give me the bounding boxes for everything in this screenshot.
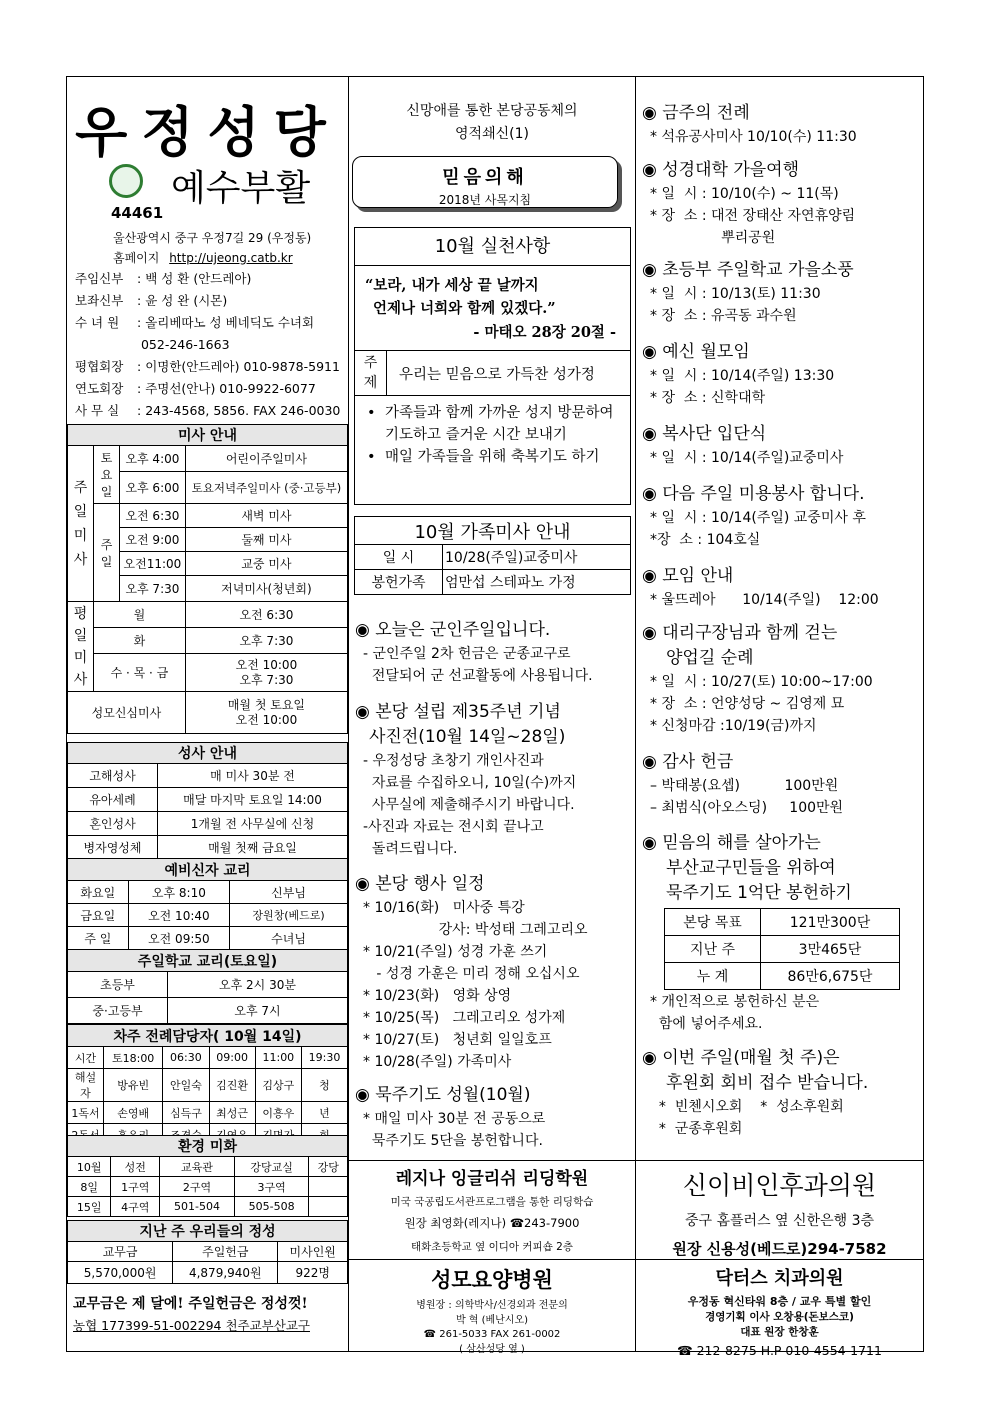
staff-role: 평협회장 xyxy=(75,359,124,374)
notice-title: ◉ 성경대학 가을여행 xyxy=(642,160,800,180)
school-dept: 초등부 xyxy=(68,972,168,998)
homepage-link[interactable]: http://ujeong.catb.kr xyxy=(169,251,293,265)
heart-mass-label: 성모신심미사 xyxy=(68,692,186,734)
notice-item: * 일 시 : 10/14(주일) 13:30 xyxy=(650,368,835,384)
saturday-label: 토요일 xyxy=(94,446,120,504)
duty-table xyxy=(67,1024,348,1146)
sacrament-info: 매월 첫째 금요일 xyxy=(158,836,348,860)
theme-row xyxy=(355,350,630,396)
notice-events xyxy=(355,872,631,1073)
event-item: - 성경 가훈은 미리 정해 오십시오 xyxy=(363,966,580,982)
notice-title: ◉ 모임 안내 xyxy=(642,566,734,586)
notice-item: * 울뜨레아 10/14(주일) 12:00 xyxy=(650,592,879,608)
notice-supporters xyxy=(642,1046,919,1140)
duty-cell: 시간 xyxy=(68,1047,104,1069)
ad-divider xyxy=(349,1160,635,1161)
quote-source: - 마태오 28장 20절 - xyxy=(473,324,616,341)
staff-role: 주임신부 xyxy=(75,271,124,286)
ad-line: ( 삼산성당 옆 ) xyxy=(459,1344,525,1355)
staff-row xyxy=(75,312,340,334)
env-cell: 강당교실 xyxy=(234,1157,309,1177)
notice-item: * 일 시 : 10/10(수) ~ 11(목) xyxy=(650,186,839,202)
env-cell: 10월 xyxy=(68,1157,111,1177)
address: 울산광역시 중구 우정7길 29 (우정동) xyxy=(113,231,312,245)
school-time: 오후 2시 30분 xyxy=(168,972,348,998)
staff-value: 주명선(안나) 010-9922-6077 xyxy=(145,381,316,396)
notice-meeting xyxy=(642,340,919,409)
ad-ent-clinic xyxy=(636,1166,923,1259)
notice-title: ◉ 다음 주일 미용봉사 합니다. xyxy=(642,484,865,504)
notice-item: * 장 소 : 대전 장태산 자연휴양림 xyxy=(650,208,856,224)
env-cell xyxy=(309,1197,348,1217)
quote-line2: 언제나 너희와 함께 있겠다.” xyxy=(373,300,556,317)
notice-item: * 장 소 : 언양성당 ~ 김영제 묘 xyxy=(650,696,845,712)
notice-rosary-campaign xyxy=(642,831,919,906)
practice-item: • 매일 가족들을 위해 축복기도 하기 xyxy=(367,446,624,468)
duty-cell: 해설자 xyxy=(68,1069,104,1102)
notice-title: ◉ 오늘은 군인주일입니다. xyxy=(355,620,551,640)
notice-item: 돌려드립니다. xyxy=(363,841,458,857)
notice-anniversary xyxy=(355,700,631,860)
mass-name: 저녁미사(청년회) xyxy=(185,576,347,602)
family-mass-table xyxy=(354,516,631,595)
family-mass-key: 봉헌가족 xyxy=(355,570,443,595)
notice-rosary-month xyxy=(355,1083,631,1152)
ad-title: 레지나 잉글리쉬 리딩학원 xyxy=(395,1169,589,1189)
notice-item: * 신청마감 :10/19(금)까지 xyxy=(650,718,817,734)
homepage-row xyxy=(113,249,293,266)
ad-line: 원장 최영화(레지나) ☎243-7900 xyxy=(404,1216,580,1230)
notice-item: * 일 시 : 10/14(주일)교중미사 xyxy=(650,450,844,466)
notice-item: * 매일 미사 30분 전 공동으로 xyxy=(363,1111,546,1127)
offering-table xyxy=(67,1220,348,1284)
ad-reading-academy xyxy=(349,1164,635,1254)
staff-row xyxy=(75,290,340,312)
notice-pilgrimage xyxy=(642,621,919,737)
heart-mass-time: 매월 첫 토요일 오전 10:00 xyxy=(185,692,347,734)
ad-line: ☎ 212-8275 H.P 010-4554-1711 xyxy=(677,1343,882,1358)
rosary-table xyxy=(664,908,900,990)
notice-title-cont: 사진전(10월 14일~28일) xyxy=(369,727,566,747)
right-column xyxy=(636,76,923,1358)
mass-time: 오후 7:30 xyxy=(185,628,347,654)
practice-item: • 가족들과 함께 가까운 성지 방문하여 기도하고 즐거운 시간 보내기 xyxy=(367,402,624,446)
staff-separator: : xyxy=(137,381,146,396)
notice-item: * 일 시 : 10/27(토) 10:00~17:00 xyxy=(650,674,873,690)
staff-value: 이명한(안드레아) 010-9878-5911 xyxy=(145,359,340,374)
left-column xyxy=(67,76,348,1351)
environment-title: 환경 미화 xyxy=(68,1136,348,1157)
mass-name: 새벽 미사 xyxy=(185,504,347,528)
duty-cell: 김진환 xyxy=(209,1069,255,1102)
notice-item: * 일 시 : 10/14(주일) 교중미사 후 xyxy=(650,510,866,526)
offering-value: 4,879,940원 xyxy=(173,1262,278,1284)
offering-header: 교무금 xyxy=(68,1242,173,1262)
middle-column xyxy=(349,76,635,1355)
notice-title-cont: 묵주기도 1억단 봉헌하기 xyxy=(666,883,852,903)
bank-account: 농협 177399-51-002294 천주교부산교구 xyxy=(73,1318,310,1333)
sacrament-name: 병자영성체 xyxy=(68,836,158,860)
cat-day: 주 일 xyxy=(68,927,129,950)
staff-role: 연도회장 xyxy=(75,381,124,396)
duty-cell: 09:00 xyxy=(209,1047,255,1069)
ad-line: 태화초등학교 옆 이디아 커피숍 2층 xyxy=(410,1241,574,1253)
mass-name: 둘째 미사 xyxy=(185,528,347,552)
ad-divider xyxy=(636,1259,923,1260)
ad-line: 원장 신용성(베드로)294-7582 xyxy=(672,1240,887,1258)
pastoral-theme-line1: 신망애를 통한 본당공동체의 xyxy=(406,103,578,119)
event-item: * 10/21(주일) 성경 가훈 쓰기 xyxy=(363,944,548,960)
notice-title: ◉ 묵주기도 성월(10월) xyxy=(355,1085,531,1105)
mass-time: 오전 6:30 xyxy=(120,504,186,528)
ad-line: 박 혁 (베난시오) xyxy=(455,1315,529,1326)
duty-cell: 19:30 xyxy=(301,1047,347,1069)
notice-item: -사진과 자료는 전시회 끝나고 xyxy=(363,819,544,835)
env-cell: 3구역 xyxy=(234,1177,309,1197)
sacrament-title: 성사 안내 xyxy=(68,743,348,764)
staff-value: 백 성 환 (안드레아) xyxy=(145,271,252,286)
ad-line: 병원장 : 의학박사/신경외과 전문의 xyxy=(416,1300,568,1311)
notice-title: ◉ 금주의 전례 xyxy=(642,103,750,123)
theme-text: 우리는 믿음으로 가득찬 성가정 xyxy=(399,367,595,383)
notice-item: 함에 넣어주세요. xyxy=(650,1016,763,1032)
weekday: 월 xyxy=(94,602,186,628)
notice-title: ◉ 대리구장님과 함께 걷는 xyxy=(642,623,838,643)
mass-name: 교중 미사 xyxy=(185,552,347,576)
parish-title: 우정성당 xyxy=(75,103,340,163)
offering-header: 주일헌금 xyxy=(173,1242,278,1262)
event-item: * 10/23(화) 영화 상영 xyxy=(363,988,512,1004)
offering-value: 5,570,000원 xyxy=(68,1262,173,1284)
mass-time: 오전 6:30 xyxy=(185,602,347,628)
staff-value: 052-246-1663 xyxy=(140,337,230,352)
catechumen-table xyxy=(67,858,348,950)
cat-time: 오전 09:50 xyxy=(128,927,229,950)
staff-row xyxy=(75,334,340,356)
sunday-sub-label: 주일 xyxy=(94,504,120,602)
catechumen-title: 예비신자 교리 xyxy=(68,859,348,881)
notice-item: - 군인주일 2차 헌금은 군종교구로 xyxy=(363,646,571,662)
rosary-key: 누 계 xyxy=(665,963,761,990)
rosary-value: 121만300단 xyxy=(761,909,900,936)
notice-altar-servers xyxy=(642,422,919,469)
family-mass-key: 일 시 xyxy=(355,545,443,570)
ad-line: 대표 원장 한창훈 xyxy=(740,1326,819,1338)
notice-picnic xyxy=(642,258,919,327)
ad-line: 중구 홈플러스 옆 신한은행 3층 xyxy=(685,1213,874,1229)
rosary-key: 본당 목표 xyxy=(665,909,761,936)
env-cell: 2구역 xyxy=(160,1177,235,1197)
practice-item-text: 매일 가족들을 위해 축복기도 하기 xyxy=(385,449,600,465)
school-dept: 중·고등부 xyxy=(68,998,168,1024)
notice-item: 뿌리공원 xyxy=(650,230,776,246)
mass-time: 오후 6:00 xyxy=(120,472,186,504)
env-cell: 4구역 xyxy=(111,1197,160,1217)
notice-thanks-offering xyxy=(642,750,919,819)
ad-line: ☎ 261-5033 FAX 261-0002 xyxy=(423,1329,561,1340)
notice-item: *장 소 : 104호실 xyxy=(650,532,761,548)
school-table xyxy=(67,949,348,1024)
event-item: * 10/27(토) 청년회 일일호프 xyxy=(363,1032,552,1048)
notice-item: 자료를 수집하오니, 10일(수)까지 xyxy=(363,775,577,791)
mass-title: 미사 안내 xyxy=(68,425,348,446)
practice-title: 10월 실천사항 xyxy=(355,228,630,266)
cat-teacher: 수녀님 xyxy=(230,927,348,950)
mass-name: 어린이주일미사 xyxy=(185,446,347,472)
sacrament-name: 혼인성사 xyxy=(68,812,158,836)
ad-title: 닥터스 치과의원 xyxy=(715,1268,844,1289)
event-item: * 10/25(목) 그레고리오 성가제 xyxy=(363,1010,566,1026)
duty-cell: 방유빈 xyxy=(104,1069,163,1102)
sacrament-info: 매 미사 30분 전 xyxy=(158,764,348,788)
staff-role: 사 무 실 xyxy=(75,403,120,418)
offering-header: 미사인원 xyxy=(278,1242,348,1262)
duty-cell: 토18:00 xyxy=(104,1047,163,1069)
env-cell: 15일 xyxy=(68,1197,111,1217)
sacrament-table xyxy=(67,742,348,860)
offering-title: 지난 주 우리들의 정성 xyxy=(68,1221,348,1242)
quote-line1: “보라, 내가 세상 끝 날까지 xyxy=(365,277,539,294)
offering-value: 922명 xyxy=(278,1262,348,1284)
rosary-key: 지난 주 xyxy=(665,936,761,963)
ad-dental-clinic xyxy=(636,1264,923,1358)
mass-time: 오후 4:00 xyxy=(120,446,186,472)
practice-items xyxy=(367,402,624,468)
staff-value: 올리베따노 성 베네딕도 수녀회 xyxy=(145,315,315,330)
rosary-value: 3만465단 xyxy=(761,936,900,963)
duty-cell: 최성근 xyxy=(209,1102,255,1124)
env-cell: 505-508 xyxy=(234,1197,309,1217)
notice-title-cont: 후원회 회비 접수 받습니다. xyxy=(666,1073,869,1093)
weekday-label: 평일미사 xyxy=(68,602,94,692)
staff-role: 수 녀 원 xyxy=(75,315,120,330)
practice-box xyxy=(354,227,631,505)
duty-title: 차주 전례담당자( 10월 14일) xyxy=(68,1025,348,1047)
mass-time: 오전 9:00 xyxy=(120,528,186,552)
year-box xyxy=(352,156,618,208)
staff-row xyxy=(75,356,340,378)
ad-line: 미국 국공립도서관프로그램을 통한 리딩학습 xyxy=(390,1196,594,1208)
pastoral-theme-line2: 영적쇄신(1) xyxy=(455,126,529,142)
notice-item: * 빈첸시오회 * 성소후원회 xyxy=(650,1099,844,1115)
notice-item: 묵주기도 5단을 봉헌합니다. xyxy=(363,1133,543,1149)
notice-liturgy xyxy=(642,101,919,148)
event-item: * 10/16(화) 미사중 특강 xyxy=(363,900,525,916)
duty-cell: 11:00 xyxy=(255,1047,301,1069)
mass-name: 토요저녁주일미사 (중·고등부) xyxy=(185,472,347,504)
staff-row xyxy=(75,268,340,290)
year-subtitle: 2018년 사목지침 xyxy=(438,193,532,207)
parish-logo-icon xyxy=(109,164,143,198)
notice-item: * 석유공사미사 10/10(수) 11:30 xyxy=(650,129,857,145)
notice-item: – 박태봉(요셉) 100만원 xyxy=(650,778,839,794)
homepage-label: 홈페이지 xyxy=(113,251,160,265)
ad-line: 우정동 혁신타워 8층 / 교우 특별 할인 xyxy=(687,1295,872,1308)
notice-item: 전달되어 군 선교활동에 사용됩니다. xyxy=(363,668,593,684)
event-item: * 10/28(주일) 가족미사 xyxy=(363,1054,512,1070)
duty-cell: 06:30 xyxy=(163,1047,209,1069)
notice-item: * 장 소 : 신학대학 xyxy=(650,390,766,406)
cat-teacher: 신부님 xyxy=(230,881,348,904)
duty-cell: 손영배 xyxy=(104,1102,163,1124)
sunday-label: 주일미사 xyxy=(68,446,94,602)
notice-title: ◉ 초등부 주일학교 가을소풍 xyxy=(642,260,854,280)
theme-label: 주제 xyxy=(355,351,387,395)
duty-cell: 안일숙 xyxy=(163,1069,209,1102)
staff-list xyxy=(75,268,340,422)
env-cell xyxy=(309,1177,348,1197)
environment-table xyxy=(67,1135,348,1217)
env-cell: 1구역 xyxy=(111,1177,160,1197)
env-cell: 8일 xyxy=(68,1177,111,1197)
staff-separator: : xyxy=(137,271,146,286)
staff-separator: : xyxy=(137,359,146,374)
notice-title: ◉ 예신 월모임 xyxy=(642,342,750,362)
notice-item: 사무실에 제출해주시기 바랍니다. xyxy=(363,797,575,813)
staff-row xyxy=(75,400,340,422)
sacrament-info: 매달 마지막 토요일 14:00 xyxy=(158,788,348,812)
env-cell: 교육관 xyxy=(160,1157,235,1177)
cat-time: 오전 10:40 xyxy=(128,904,229,927)
env-cell: 501-504 xyxy=(160,1197,235,1217)
env-cell: 강당 xyxy=(309,1157,348,1177)
notice-title-cont: 부산교구민들을 위하여 xyxy=(666,858,836,878)
staff-row xyxy=(75,378,340,400)
mass-table xyxy=(67,424,348,734)
notice-military xyxy=(355,618,631,687)
weekday: 수 · 목 · 금 xyxy=(94,654,186,692)
staff-role: 보좌신부 xyxy=(75,293,124,308)
year-title: 믿음의해 xyxy=(442,167,528,188)
notice-item: * 일 시 : 10/13(토) 11:30 xyxy=(650,286,821,302)
sacrament-name: 유아세례 xyxy=(68,788,158,812)
cat-day: 금요일 xyxy=(68,904,129,927)
duty-cell: 년 xyxy=(301,1102,347,1124)
weekday: 화 xyxy=(94,628,186,654)
duty-cell: 이흥우 xyxy=(255,1102,301,1124)
duty-cell: 1독서 xyxy=(68,1102,104,1124)
ad-divider xyxy=(636,1160,923,1161)
event-item: 강사: 박성태 그레고리오 xyxy=(363,922,588,938)
rosary-note xyxy=(642,991,919,1035)
ad-hospital xyxy=(349,1264,635,1355)
mass-time: 오전11:00 xyxy=(120,552,186,576)
cat-day: 화요일 xyxy=(68,881,129,904)
staff-value: 윤 성 완 (시몬) xyxy=(145,293,228,308)
slogan: 교무금은 제 달에! 주일헌금은 정성껏! xyxy=(73,1296,308,1312)
staff-separator: : xyxy=(137,403,146,418)
notice-title: ◉ 믿음의 해를 살아가는 xyxy=(642,833,821,853)
notice-title: ◉ 감사 헌금 xyxy=(642,752,734,772)
notice-item: - 우정성당 초창기 개인사진과 xyxy=(363,753,544,769)
notice-title: ◉ 복사단 입단식 xyxy=(642,424,767,444)
ad-line: 경영기획 이사 오창용(돈보스코) xyxy=(705,1311,854,1323)
sacrament-info: 1개월 전 사무실에 신청 xyxy=(158,812,348,836)
notice-item: – 최범식(아오스딩) 100만원 xyxy=(650,800,844,816)
duty-cell: 김상구 xyxy=(255,1069,301,1102)
rosary-value: 86만6,675단 xyxy=(761,963,900,990)
env-cell: 성전 xyxy=(111,1157,160,1177)
sacrament-name: 고해성사 xyxy=(68,764,158,788)
notice-title-cont: 양업길 순례 xyxy=(666,648,754,668)
notice-item: * 개인적으로 봉헌하신 분은 xyxy=(650,994,820,1010)
notice-title: ◉ 본당 행사 일정 xyxy=(355,874,485,894)
notice-item: * 장 소 : 유곡동 과수원 xyxy=(650,308,797,324)
ad-title: 성모요양병원 xyxy=(431,1268,553,1292)
school-title: 주일학교 교리(토요일) xyxy=(68,950,348,972)
notice-item: * 군종후원회 xyxy=(650,1121,743,1137)
notice-gathering xyxy=(642,564,919,611)
mass-time: 오전 10:00 오후 7:30 xyxy=(185,654,347,692)
parish-subtitle: 예수부활 xyxy=(171,168,311,209)
staff-value: 243-4568, 5856. FAX 246-0030 xyxy=(145,403,341,418)
ad-divider xyxy=(349,1259,635,1260)
duty-cell: 심득구 xyxy=(163,1102,209,1124)
family-mass-title: 10월 가족미사 안내 xyxy=(355,517,631,545)
cat-teacher: 장원창(베드로) xyxy=(230,904,348,927)
mass-time: 오후 7:30 xyxy=(120,576,186,602)
zip-code: 44461 xyxy=(111,204,164,222)
notice-bible-trip xyxy=(642,158,919,249)
practice-item-text: 가족들과 함께 가까운 성지 방문하여 기도하고 즐거운 시간 보내기 xyxy=(385,405,614,443)
staff-separator: : xyxy=(137,293,146,308)
staff-separator: : xyxy=(137,315,146,330)
notice-haircut xyxy=(642,482,919,551)
notice-title: ◉ 이번 주일(매월 첫 주)은 xyxy=(642,1048,840,1068)
cat-time: 오후 8:10 xyxy=(128,881,229,904)
ad-title: 신이비인후과의원 xyxy=(682,1171,877,1200)
duty-cell: 청 xyxy=(301,1069,347,1102)
school-time: 오후 7시 xyxy=(168,998,348,1024)
family-mass-value: 10/28(주일)교중미사 xyxy=(443,545,631,570)
notice-title: ◉ 본당 설립 제35주년 기념 xyxy=(355,702,561,722)
family-mass-value: 엄만섭 스테파노 가정 xyxy=(443,570,631,595)
